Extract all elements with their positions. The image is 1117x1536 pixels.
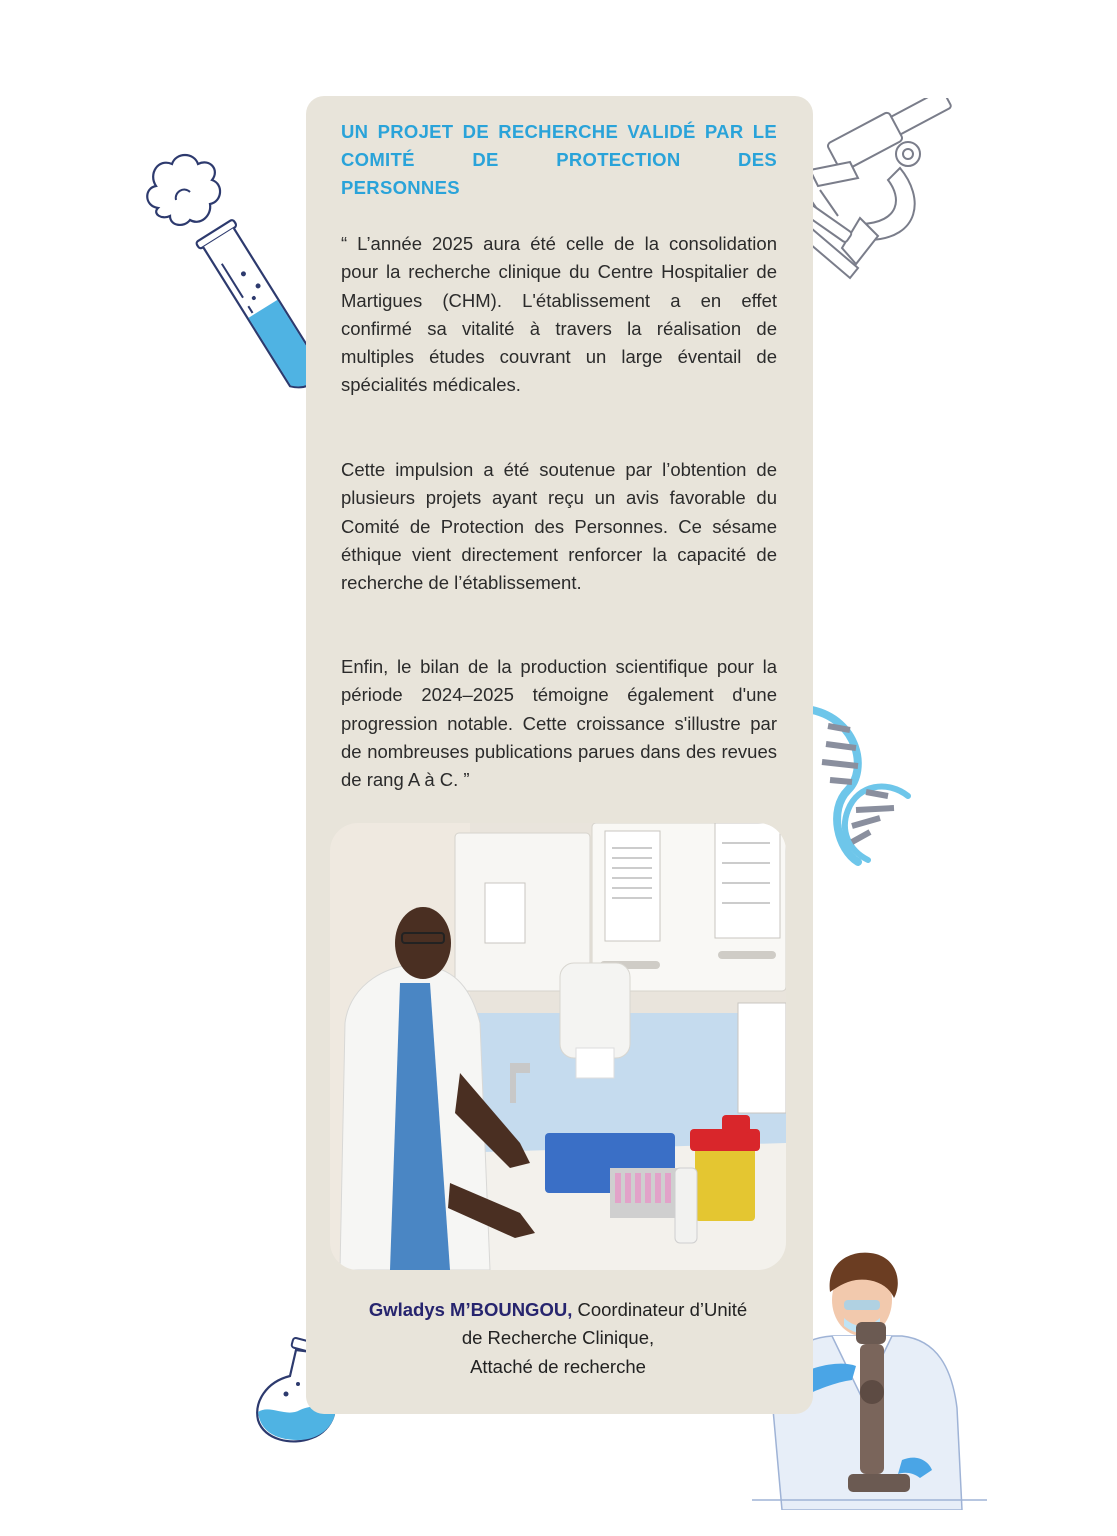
photo-caption	[330, 1296, 786, 1381]
dna-icon	[808, 700, 918, 870]
heading-line-2: PERSONNES	[341, 177, 460, 198]
paragraph-1: “ L’année 2025 aura été celle de la consolidation pour la recherche clinique du Centre Hospitalier de Martigues (CHM). L'établissement a en effet confirmé sa vitalité à travers la réalisation de multiples études couvrant un large éventail de spécialités médicales.	[341, 233, 777, 396]
author-name: Gwladys M’BOUNGOU,	[368, 1299, 573, 1320]
author-role-line-2: de Recherche Clinique,	[461, 1327, 655, 1349]
author-role-line-1: Coordinateur d’Unité	[572, 1299, 748, 1320]
test-tube-icon	[140, 150, 315, 415]
paragraph-3: Enfin, le bilan de la production scientifique pour la période 2024–2025 témoigne également d'une progression notable. Cette croissance s'illustre par de nombreuses publications parues dans des revues de rang A à C. ”	[341, 656, 777, 791]
lab-photo	[330, 823, 786, 1270]
heading-line-1: UN PROJET DE RECHERCHE VALIDÉ PAR LE COMITÉ DE PROTECTION DES	[341, 121, 777, 170]
author-role-line-3: Attaché de recherche	[470, 1355, 646, 1377]
paragraph-2: Cette impulsion a été soutenue par l’obtention de plusieurs projets ayant reçu un avis favorable du Comité de Protection des Personnes. Ce sésame éthique vient directement renforcer la capacité de recherche de l’établissement.	[341, 459, 777, 594]
section-heading	[341, 118, 777, 202]
